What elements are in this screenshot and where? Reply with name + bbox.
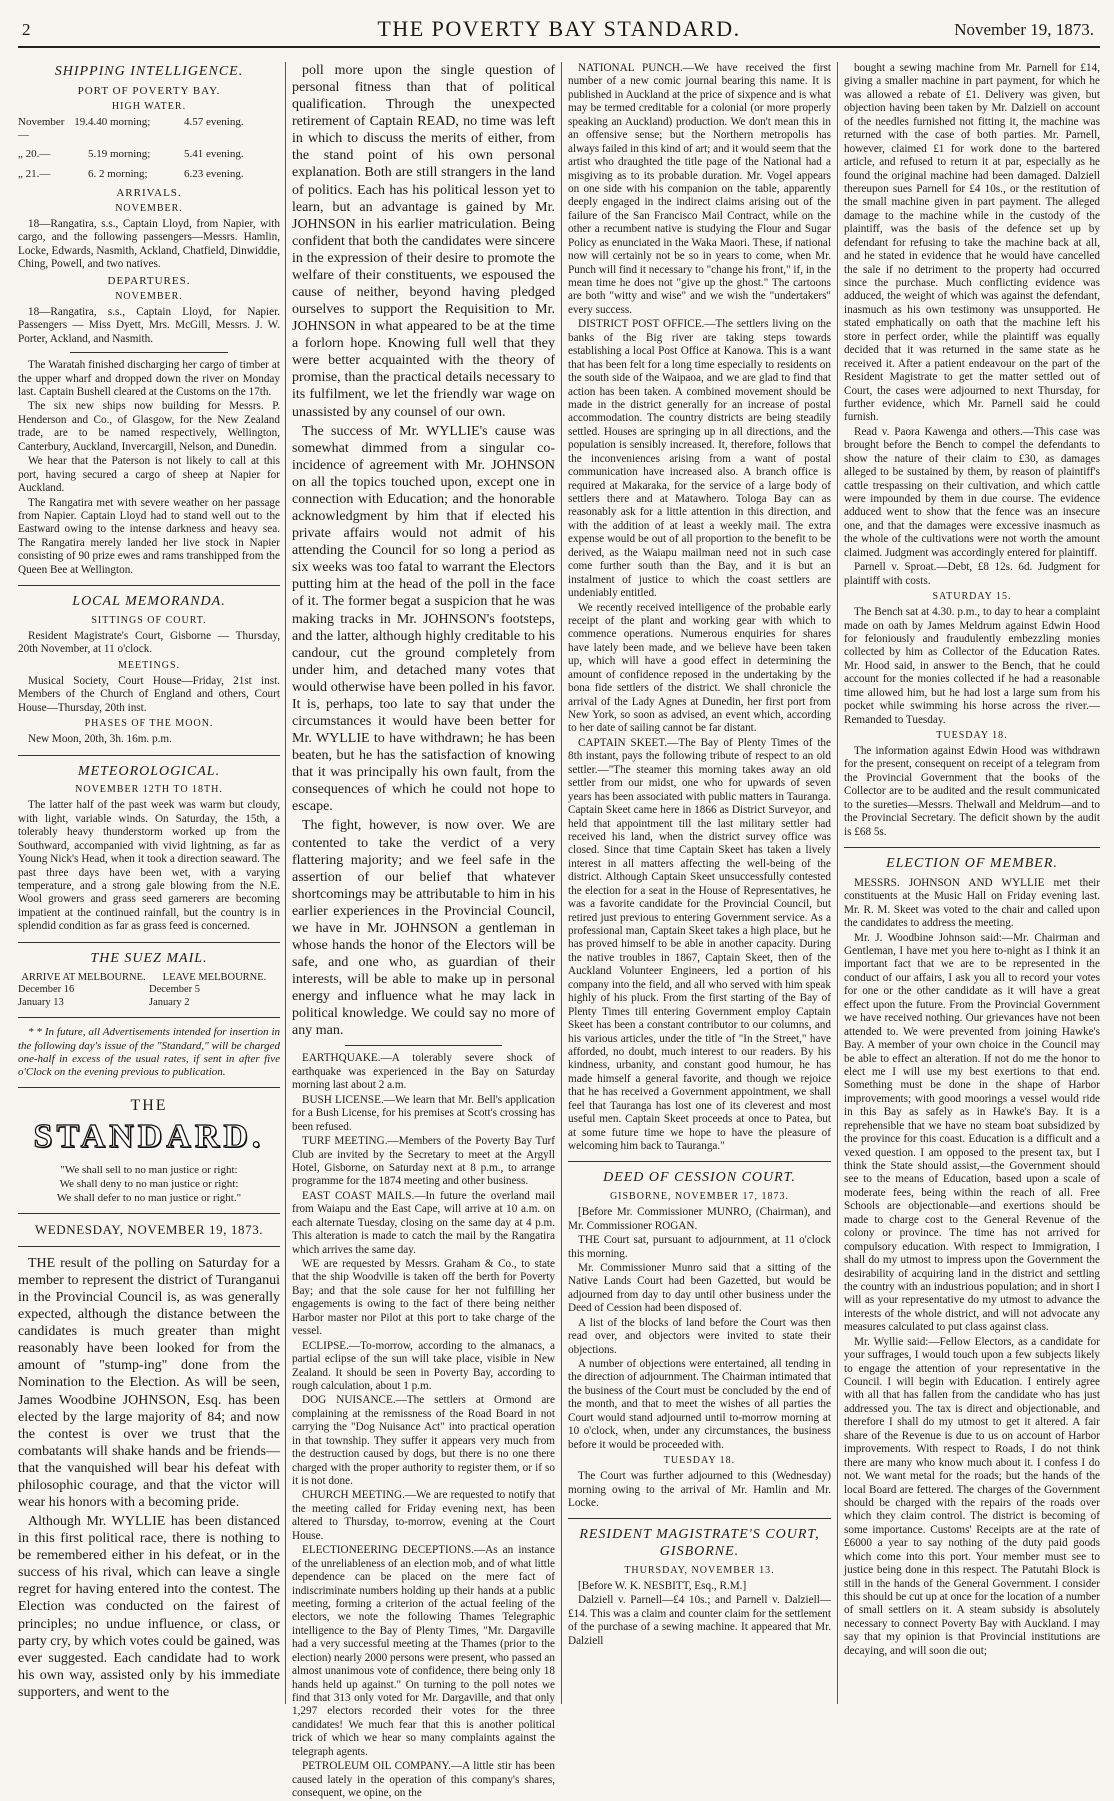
divider xyxy=(345,1045,503,1046)
news-item: WE are requested by Messrs. Graham & Co., to state that the ship Woodville is taken off the berth for Poverty Bay; and that the sole cause for her not fulfilling her engagements is owing to the fact of there being neither Harbor master nor Pilot at this port to take charge of the vessel. xyxy=(292,1258,555,1338)
motto: "We shall sell to no man justice or right: We shall deny to no man justice or right: We shall defer to no man justice or right." xyxy=(56,1164,242,1204)
deed-of-cession-date: GISBORNE, NOVEMBER 17, 1873. xyxy=(609,1191,790,1203)
leader-paragraph: The success of Mr. WYLLIE's cause was somewhat dimmed from a singular co-incidence of agreement with Mr. JOHNSON on all the topics touched upon, except one in connection with Education; and the honorable acknowledgment by him that if elected his private affairs would not admit of his attending the Council for so long a period as six weeks was too fatal to warrant the Electors putting him at the head of the poll in the face of it. The former begat a suspicion that he was making tracks in Mr. JOHNSON's footsteps, and the latter, although highly creditable to his candour, cut the ground completely from under him, and detached many votes that would otherwise have been polled in his favor. It is, perhaps, too late to say that under the circumstances it would have been better for Mr. WYLLIE to have withdrawn; he has been beaten, but he has the satisfaction of knowing that it was principally his own fault, from the consequences of which he could not hope to escape. xyxy=(292,423,555,815)
suez-cell: December 16 xyxy=(18,984,75,996)
news-item: ECLIPSE.—To-morrow, according to the almanacs, a partial eclipse of the sun will take place, visible in New Zealand. It should be seen in Poverty Bay, according to rough calculation, about 1 p.m. xyxy=(292,1339,555,1392)
court-paragraph: The Court was further adjourned to this (Wednesday) morning owing to the arrival of Mr. Hamlin and Mr. Locke. xyxy=(568,1470,831,1509)
column-3 xyxy=(568,62,831,1704)
court-paragraph: The Bench sat at 4.30. p.m., to day to hear a complaint made on oath by James Meldrum against Edwin Hood for feloniously and fraudulently embezzling monies collected by him as Collector of the Education Rates. Mr. Hood said, in answer to the Bench, that he could account for the monies collected if he had a reasonable time allowed him, but he had lost a large sum from his pocket while swimming his horse across the river.—Remanded to Tuesday. xyxy=(844,606,1100,726)
court-paragraph: The information against Edwin Hood was withdrawn for the present, consequent on receipt of a telegram from the Provincial Government that the books of the Collector are to be audited and the result communicated to the sureties—Messrs. Thelwall and Meldrum—and to the Provincial Secretary. The deficit shown by the audit is £68 5s. xyxy=(844,745,1100,838)
suez-cell: January 2 xyxy=(149,996,190,1008)
paper-title: THE POVERTY BAY STANDARD. xyxy=(377,16,741,41)
court-paragraph: Read v. Paora Kawenga and others.—This case was brought before the Bench to compel the defendants to show the nature of their claim to £30, as damages alleged to be sustained by them, by reason of plaintiff's cattle trespassing on their cultivation, and which cattle were impounded by them in due course. The evidence adduced went to show that the fence was an insecure one, and that the damages were excessive inasmuch as the whole of the cultivations were not worth the amount claimed. Judgment was accordingly entered for plaintiff. xyxy=(844,425,1100,559)
column-4 xyxy=(844,62,1100,1704)
moon-heading: PHASES OF THE MOON. xyxy=(84,718,214,730)
rm-court-bench: [Before W. K. NESBITT, Esq., R.M.] xyxy=(578,1580,747,1593)
suez-cell: January 13 xyxy=(18,996,64,1008)
news-item: DOG NUISANCE.—The settlers at Ormond are complaining at the remissness of the Road Board in not carrying the "Dog Nuisance Act" into practical operation in that township. They suffer it appears very much from the destruction caused by dogs, but there is no one there charged with the proper authority to register them, or if so it is not done. xyxy=(292,1394,555,1488)
divider xyxy=(18,1213,280,1214)
news-item: BUSH LICENSE.—We learn that Mr. Bell's application for a Bush License, for his premises at Scott's crossing has been refused. xyxy=(292,1093,555,1133)
suez-cell: December 5 xyxy=(149,984,201,996)
tide-row: November 19.— 4.40 morning; 4.57 evening. xyxy=(18,115,244,142)
arrivals-heading: ARRIVALS. xyxy=(116,186,182,199)
shipping-paragraph: The Rangatira met with severe weather on her passage from Napier. Captain Lloyd had to stand well out to the Eastward owing to the intense darkness and heavy sea. The Rangatira merely landed her live stock in Napier consisting of 90 prize ewes and rams transhipped from the Queen Bee at Wellington. xyxy=(18,496,280,576)
election-paragraph: MESSRS. JOHNSON AND WYLLIE met their constituents at the Music Hall on Friday evening last. Mr. R. M. Skeet was voted to the chair and called upon the candidates to address the meeting. xyxy=(844,876,1100,930)
meetings-heading: MEETINGS. xyxy=(117,659,181,671)
shipping-paragraph: We hear that the Paterson is not likely to call at this port, having secured a cargo of sheep at Napier for Auckland. xyxy=(18,455,280,495)
court-paragraph: A list of the blocks of land before the Court was then read over, and objectors were invited to state their objections. xyxy=(568,1316,831,1356)
rm-court-heading: RESIDENT MAGISTRATE'S COURT, GISBORNE. xyxy=(579,1527,820,1560)
divider xyxy=(18,755,280,756)
saturday-heading: SATURDAY 15. xyxy=(932,591,1012,603)
leader-article xyxy=(18,1255,280,1701)
tide-table xyxy=(18,116,280,181)
shipping-paragraph: The six new ships now building for Messrs. P. Henderson and Co., of Glasgow, for the New Zealand trade, are to be named respectively, Wellington, Canterbury, Auckland, Invercargill, Nelson, and Dunedin. xyxy=(18,400,280,453)
election-paragraph: Mr. Wyllie said:—Fellow Electors, as a candidate for your suffrages, I would touch upon a few subjects likely to engage the attention of your representative in the Council. I will begin with Education. I entirely agree with all that has fallen from the candidate who has just addressed you. The tax is direct and objectionable, and therefore I shall do my utmost to get it altered. A fair share of the Revenue is due to us on account of Harbor improvements. With respect to Roads, I do not think there are many who know much about it. I confess I do not. We want metal for the roads; but the hands of the local Board are fettered. The charges of the Government should be charged with the repairs of the roads over which they claim control. The district is becoming of some importance. Customs' Receipts are at the rate of £6000 a year to say nothing of the duty paid goods which come into this port. Your member must see to justice being done in this respect. The Patutahi Block is still in the hands of the General Government. I consider this should be cut up at once for the location of a number of small settlers on it. A steam subsidy is absolutely necessary to connect Poverty Bay with Auckland. I may say that my opinion is that Provincial institutions are decaying, and will soon die out; xyxy=(844,1335,1100,1657)
issue-date: November 19, 1873. xyxy=(954,20,1094,39)
tide-row: „ 20.— 5.19 morning; 5.41 evening. xyxy=(18,148,244,161)
column-divider xyxy=(285,62,286,1704)
news-item: CAPTAIN SKEET.—The Bay of Plenty Times of the 8th instant, pays the following tribute of respect to an old settler.—"The steamer this morning takes away an old settler from our midst, one who for upwards of seven years has been associated with public matters in Tauranga. Captain Skeet came here in 1866 as District Surveyor, and held that appointment till the last military settler had received his land, when the district survey office was closed. Since that time Captain Skeet has taken a lively interest in all matters affecting the well-being of the district. Although Captain Skeet unsuccessfully contested the election for a seat in the House of Representatives, he was a favorite candidate for the Provincial Council, but retired just previous to entering Government service. As a professional man, Captain Skeet takes a high place, but he has proved himself to be able in another capacity. During the native troubles in 1867, Captain Skeet, then of the Auckland Volunteer Engineers, led a portion of his company into the field, and all who served with him speak highly of his pluck. From the first starting of the Bay of Plenty Times till entering Government employ Captain Skeet has been a constant contributor to our columns, and his various articles, under the title of "In the Street," have afforded, no doubt, much interest to our readers. By his kindness, urbanity, and constant good humour, he has made himself a general favorite, and though we rejoice that he has received a Government appointment, we shall feel that Tauranga has lost one of its cleverest and most useful men. Captain Skeet proceeds at once to Patea, but at some future time we hope to have the pleasure of welcoming him back to Tauranga." xyxy=(568,736,831,1152)
publication-date: WEDNESDAY, NOVEMBER 19, 1873. xyxy=(34,1222,264,1238)
column-divider xyxy=(561,62,562,1704)
divider xyxy=(18,585,280,586)
court-paragraph: A number of objections were entertained, all tending in the direction of adjournment. The Chairman intimated that the business of the Court must be concluded by the end of the month, and that to meet the wishes of all parties the Court would stand adjourned until to-morrow morning at 10 o'clock, when, under any circumstances, the business before it would be proceeded with. xyxy=(568,1358,831,1451)
divider xyxy=(18,942,280,943)
election-heading: ELECTION OF MEMBER. xyxy=(886,856,1058,872)
high-water-heading: HIGH WATER. xyxy=(111,100,187,112)
news-item: TURF MEETING.—Members of the Poverty Bay Turf Club are invited by the Secretary to meet at the Argyll Hotel, Gisborne, on Saturday next at 8 p.m., to arrange programme for the 1874 meeting and other business. xyxy=(292,1135,555,1188)
leader-paragraph: THE result of the polling on Saturday for a member to represent the district of Turanganui in the Provincial Council is, as was generally expected, although the distance between the candidates is much greater than might reasonably have been looked for from the amount of "stump-ing" done from the Nomination to the Election. As will be seen, James Woodbine JOHNSON, Esq. has been elected by the large majority of 84; and now the contest is over we trust that the combatants will shake hands and be friends—that the vanquished will bear his defeat with philosophic courage, and that the victor will wear his honors with a becoming pride. xyxy=(18,1255,280,1511)
news-item: We recently received intelligence of the probable early receipt of the plant and working gear with which to commence operations. Numerous enquiries for shares have lately been made, and we believe have been taken up, which will have a good effect in determining the amount of confidence reposed in the undertaking by the bona fide settlers of the district. We shall chronicle the arrival of the Lady Agnes at Dunedin, her first port from New York, so soon as advised, an event which, according to her date of sailing cannot be far distant. xyxy=(568,601,831,735)
news-item: NATIONAL PUNCH.—We have received the first number of a new comic journal bearing this name. It is published in Auckland at the price of sixpence and is what may be termed creditable for a colonial (or more properly speaking an Auckland) production. We don't mean this in an offensive sense; but the Northern metropolis has always failed in this kind of art; and it would seem that the artist who draughted the title page of the National had a misgiving as to its probable duration. Mr. Vogel appears on one side with his companion on the table, apparently deeply engaged in the indirect claims arising out of the failure of the San Francisco Mail Contract, while on the other a recumbent native is studying the Flour and Sugar Policy as enunciated in the Waka Maori. These, if national now will certainly not be so in years to come, when Mr. Punch will find it necessary to "change his front," if, in the mean time he does not "give up the ghost." The cartoons are both "witty and wise" and we wish the "undertakers" every success. xyxy=(568,62,831,316)
court-paragraph: Mr. Commissioner Munro said that a sitting of the Native Lands Court had been Gazetted, but would be adjourned from day to day until other business under the Deed of Cession had been disposed of. xyxy=(568,1261,831,1315)
column-divider xyxy=(837,62,838,1704)
news-item: PETROLEUM OIL COMPANY.—A little stir has been caused lately in the operation of this company's shares, consequent, we opine, on the xyxy=(292,1760,555,1800)
election-paragraph: Mr. J. Woodbine Johnson said:—Mr. Chairman and Gentleman, I have met you here to-night as I think it an important fact that we are to be represented in the conduct of our affairs, I ask you all to record your votes for one or the other candidate as it will have a great effect upon the future. From the Provincial Government we have received nothing. Our grievances have not been attended to. We were prevented from joining Hawke's Bay. A member of your own choice in the Council may be able to effect an alteration. If not do me the honor to elect me I will use my best exertions to that end. Something must be done in the shape of Harbor improvements; with good moorings a vessel would ride in this Bay as safely as in Hawke's Bay. It is a reprehensible that we have no steam boat subsidized by the province for this coast. Education is a difficult and a vexed question. I am opposed to the present tax, but I think the State should assist,—the Government should see to the means of Education, based upon a scale of moderate fees, being within the reach of all. Free Schools are objectionable—and exertions should be made to charge cost to the General Revenue of the colony or province. The time has not arrived for compulsory education. With respect to Immigration, I shall do my utmost to impress upon the Government the desirability of acquiring land in the district and settling the country with an industrious population; and in short I will as your representative do my utmost to advance the interests of the whole district, and will not advocate any measures calculated to put class against class. xyxy=(844,931,1100,1334)
tide-row: „ 21.— 6. 2 morning; 6.23 evening. xyxy=(18,167,244,180)
news-item: CHURCH MEETING.—We are requested to notify that the meeting called for Friday evening next, has been altered to Thursday, to-morrow, evening at the Court House. xyxy=(292,1489,555,1542)
leader-continued xyxy=(292,62,555,1039)
page-header xyxy=(18,6,1100,48)
court-paragraph: Parnell v. Sproat.—Debt, £8 12s. 6d. Judgment for plaintiff with costs. xyxy=(844,561,1100,587)
divider xyxy=(18,1087,280,1088)
deed-of-cession-heading: DEED OF CESSION COURT. xyxy=(603,1170,796,1186)
departures-text: 18—Rangatira, s.s., Captain Lloyd, for Napier. Passengers — Miss Dyett, Mrs. McGill, Messrs. J. W. Porter, Ackland, and Nasmith. xyxy=(18,305,280,345)
sittings-heading: SITTINGS OF COURT. xyxy=(91,614,207,626)
news-item: EARTHQUAKE.—A tolerably severe shock of earthquake was experienced in the Bay on Saturday morning last about 2 a.m. xyxy=(292,1052,555,1092)
leader-paragraph: poll more upon the single question of personal fitness than that of political qualification. Through the unexpected retirement of Captain READ, no time was left in which to discuss the merits of either, from the stand point of his own personal explanation. Both are still strangers in the land of politics. Each has his political lesson yet to learn, but an advantage is gained by Mr. JOHNSON in his earlier matriculation. Being confident that both the candidates were sincere in the expression of their desire to promote the welfare of their constituents, we espoused the cause of neither, beyond having pledged ourselves to support the Requisition to Mr. JOHNSON in what appeared to be at the time a forlorn hope. Knowing full well that they were better acquainted with the theory of promise, than the practical details necessary to its fulfilment, we let the friendly war wage on unassisted by any counsel of our own. xyxy=(292,63,555,420)
arrivals-month: NOVEMBER. xyxy=(115,202,183,214)
local-memoranda-heading: LOCAL MEMORANDA. xyxy=(72,594,226,610)
rm-court-date: THURSDAY, NOVEMBER 13. xyxy=(624,1565,775,1577)
news-item: ELECTIONEERING DECEPTIONS.—As an instance of the unreliableness of an election mob, and of what little dependence can be placed on the mere fact of indiscriminate numbers holding up their hands at a public meeting, forming a criterion of the actual feeling of the electors, we note the following Thames Telegraphic intelligence to the Bay of Plenty Times, "Mr. Dargaville had a very successful meeting at the Thames (prior to the election) nearly 2000 persons were present, who passed an almost unanimous vote of confidence, there being only 18 hands held up against." On turning to the poll notes we find that 313 only voted for Mr. Dargaville, and that only 1,297 electors recorded their votes for the three candidates! We much fear that this is another political trick of which we hear so many complaints against the telegraph agents. xyxy=(292,1544,555,1758)
suez-mail-heading: THE SUEZ MAIL. xyxy=(90,950,208,966)
meteorological-heading: METEOROLOGICAL. xyxy=(77,763,221,779)
meteorological-dates: NOVEMBER 12TH TO 18TH. xyxy=(75,784,223,796)
tuesday-heading: TUESDAY 18. xyxy=(936,730,1008,741)
court-paragraph: THE Court sat, pursuant to adjournment, at 11 o'clock this morning. xyxy=(568,1234,831,1260)
deed-of-cession-bench: [Before Mr. Commissioner MUNRO, (Chairman), and Mr. Commissioner ROGAN. xyxy=(568,1206,831,1232)
divider xyxy=(70,352,227,353)
news-item: DISTRICT POST OFFICE.—The settlers living on the banks of the Big river are taking steps towards establishing a local Post Office at Kanowa. This is a want that has been felt for a long time especially to residents on the south side of the Waipaoa, and we are glad to find that action has been taken. A combined movement should be made in the district generally for an increase of postal accommodation. The country districts are being steadily settled. Houses are springing up in all directions, and the population is sensibly increased. It, therefore, follows that the inconveniences arising from a want of postal communication have increased also. A branch office is required at Makaraka, for the service of a large body of settlers there and at Matawhero. Tologa Bay can as reasonably ask for a little attention in this direction, and with the addition of at least a weekly mail. The extra expense would be out of all proportion to the benefit to be derived, as the Waiapu mailman need not in such case come further south than the Bay, and it is but an instalment of justice to which the coast settlers are undeniably entitled. xyxy=(568,318,831,600)
masthead-the: THE xyxy=(130,1097,168,1115)
suez-table xyxy=(18,972,280,1010)
divider xyxy=(18,1246,280,1247)
page-number: 2 xyxy=(22,20,31,39)
suez-arrive-header: ARRIVE AT MELBOURNE. xyxy=(21,971,146,983)
suez-leave-header: LEAVE MELBOURNE. xyxy=(162,971,267,983)
column-1 xyxy=(18,62,280,1704)
advertisement-notice: * * In future, all Advertisements intended for insertion in the following day's issue of the "Standard," will be charged one-half in excess of the usual rates, if sent in after five o'Clock on the evening previous to publication. xyxy=(18,1026,280,1078)
moon-text: New Moon, 20th, 3h. 16m. p.m. xyxy=(28,733,172,746)
column-2 xyxy=(292,62,555,1800)
divider xyxy=(568,1161,831,1162)
leader-paragraph: Although Mr. WYLLIE has been distanced in this first political race, there is nothing to be remembered either in his defeat, or in the success of his rival, which can leave a single regret for having entered into the contest. The Election was conducted on the fairest of principles; no undue influence, or class, or party cry, by which votes could be gained, was ever suggested. Each candidate had to work his own way, assisted only by his immediate supporters, and went to the xyxy=(18,1514,280,1700)
port-heading: PORT OF POVERTY BAY. xyxy=(77,84,221,97)
divider xyxy=(18,1017,280,1018)
meetings-text: Musical Society, Court House—Friday, 21st inst. Members of the Church of England and others, Court House—Thursday, 20th inst. xyxy=(18,674,280,714)
news-item: EAST COAST MAILS.—In future the overland mail from Waiapu and the East Cape, will arrive at 10 a.m. on each alternate Tuesday, closing on the same day at 4 p.m. This alteration is made to catch the mail by the Rangatira which arrives the same day. xyxy=(292,1189,555,1256)
sittings-text: Resident Magistrate's Court, Gisborne — Thursday, 20th November, at 11 o'clock. xyxy=(18,629,280,656)
tuesday-heading: TUESDAY 18. xyxy=(663,1455,736,1467)
departures-heading: DEPARTURES. xyxy=(107,274,191,287)
divider xyxy=(844,847,1100,848)
court-paragraph: bought a sewing machine from Mr. Parnell for £14, giving a smaller machine in part payment, for which he was allowed a rebate of £1. Delivery was given, but objection having been taken by Mr. Dalziell on account of the needles furnished not fitting it, the machine was returned with the case of both parties. Mr. Parnell, however, claimed £1 for work done to the bartered article, and refused to return it at par, especially as he found the original machine had been damaged. Dalziell thereupon sues Parnell for £4 10s., or the restitution of the small machine given in part payment. The alleged damage to the machine while in the custody of the plaintiff, was the basis of the defence set up by defendant for refusing to take the machine back at all, and he stated in evidence that he would have cancelled the sale if no detriment to the property had occurred since the purchase. Much conflicting evidence was adduced, the weight of which was against the defendant, inasmuch as his own testimony was unsupported. He stated emphatically on oath that the machine left his store in perfect order, while the plaintiff was equally decided that it was returned in the same state as he received it. After a patient endeavour on the part of the Resident Magistrate to get the matter settled out of Court, the cases were adjourned to next Thursday, for further evidence, which Mr. Parnell said he could furnish. xyxy=(844,62,1100,424)
divider xyxy=(568,1518,831,1519)
shipping-paragraph: The Waratah finished discharging her cargo of timber at the upper wharf and dropped down the river on Monday last. Captain Bushell cleared at the Customs on the 17th. xyxy=(18,359,280,399)
arrivals-text: 18—Rangatira, s.s., Captain Lloyd, from Napier, with cargo, and the following passengers—Messrs. Hamlin, Locke, Edwards, Nasmith, Ackland, Chatfield, Dinwiddie, Ching, Powell, and two natives. xyxy=(18,217,280,271)
departures-month: NOVEMBER. xyxy=(115,290,183,302)
court-paragraph: Dalziell v. Parnell—£4 10s.; and Parnell v. Dalziell—£14. This was a claim and counter claim for the settlement of the purchase of a sewing machine. It appeared that Mr. Dalziell xyxy=(568,1594,831,1647)
meteorological-text: The latter half of the past week was warm but cloudy, with light, variable winds. On Saturday, the 15th, a tolerably heavy thunderstorm worked up from the Southward, accompanied with vivid lightning, as far as Young Nick's Head, when it took a direction seaward. The past three days have been wet, with a varying temperature, and a strong gale blowing from the N.E. Wool growers and grass seed garnerers are becoming impatient at the continued rainfall, but the country is in splendid condition as far as grass feed is concerned. xyxy=(18,799,280,933)
masthead-name: STANDARD. xyxy=(33,1118,265,1156)
shipping-heading: SHIPPING INTELLIGENCE. xyxy=(54,64,244,79)
leader-paragraph: The fight, however, is now over. We are contented to take the verdict of a very flattering majority; and we feel safe in the assertion of our belief that whatever shortcomings may be attributable to him in his earlier experiences in the Provincial Council, we have in Mr. JOHNSON a gentleman in whose hands the honor of the Electors will be safe, and one who, as guardian of their interests, will be able to make up in personal energy and influence what he may lack in political knowledge. We could say no more of any man. xyxy=(292,818,555,1039)
